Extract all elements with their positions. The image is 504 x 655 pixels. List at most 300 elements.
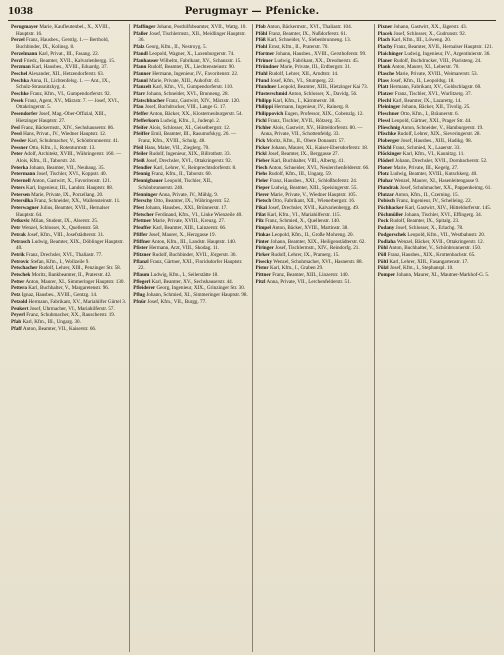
entry-surname: Pilz	[255, 218, 264, 225]
entry-details: Karl, Beamter, XIII., Lainzerstr. 66.	[152, 225, 227, 232]
directory-entry	[11, 51, 126, 58]
entry-surname: Pfalz	[133, 44, 145, 51]
directory-entry	[378, 131, 493, 138]
entry-details: Josef, Mag.-Ober-Offizial, XIII., Hietzinger Hauptstr. 27.	[16, 111, 107, 124]
directory-entry	[378, 98, 493, 105]
entry-surname: Pfitzner	[133, 251, 151, 258]
entry-surname: Pfendler	[133, 164, 153, 171]
directory-entry	[133, 171, 248, 178]
entry-details: Hans, Privat., IV., Wiedner Hauptstr. 12.	[23, 131, 107, 138]
entry-surname: Peterka	[11, 164, 29, 171]
directory-entry	[133, 299, 248, 306]
entry-surname: Pfanner	[133, 70, 151, 77]
entry-surname: Perugmayer	[11, 24, 39, 30]
entry-surname: Philipp	[255, 97, 272, 104]
entry-surname: Plass	[377, 77, 389, 84]
entry-details: Karl, Schneider, V., Siebenbrunneng. 13.	[267, 37, 351, 44]
entry-surname: Pick	[255, 137, 266, 144]
entry-details: Josef, Tischlermstr., XIV., Reindorfg. 21.	[275, 245, 360, 252]
entry-surname: Pfanhauser	[133, 57, 159, 64]
entry-surname: Plaichinger	[377, 50, 403, 57]
entry-details: Anton, Maurer, XI., Simmeringer Hauptstr. 130.	[25, 278, 125, 285]
directory-entry	[11, 285, 126, 292]
entry-details: Stefan, Kfm., I., Wollzeile 9.	[30, 258, 90, 265]
directory-entry	[256, 24, 371, 31]
entry-details: Georg, Ingenieur, XIX., Grinzinger Str. 30.	[156, 285, 246, 292]
entry-surname: Pfettner	[133, 218, 152, 225]
entry-details: Anton, Gastwirt, X., Favoritenstr. 121.	[31, 178, 112, 185]
directory-entry	[378, 37, 493, 44]
entry-details: Marie, Private, XIII., Auhofstr. 41.	[149, 77, 221, 84]
entry-surname: Pfau	[133, 104, 144, 111]
entry-details: Wenzel, Bäcker, XVII., Ottakringerstr. 12.	[396, 238, 484, 245]
entry-details: Marie, Kaufleutenbel., X., XVIII., Hauptstr. 16.	[16, 24, 110, 37]
entry-details: Karl, Hausbes., XVIII., Eduardg. 37.	[32, 64, 108, 71]
entry-details: Ignaz, Hausbes., XVIII., Gentzg. 14.	[21, 292, 98, 299]
directory-entry	[133, 111, 248, 118]
directory-entry	[256, 58, 371, 65]
directory-entry	[133, 51, 248, 58]
entry-details: Josef, Schlosser, X., Gudrunstr. 92.	[393, 30, 466, 37]
entry-details: Karl, Kfm., I., Kärntnerstr. 38.	[272, 97, 336, 104]
entry-surname: Petter	[11, 278, 25, 285]
entry-surname: Pölzl	[377, 265, 389, 272]
entry-surname: Perzman	[11, 64, 31, 71]
directory-entry	[378, 138, 493, 145]
entry-details: Karl, Kfm., I., Graben 29.	[269, 265, 324, 272]
directory-entry	[378, 24, 493, 31]
entry-details: Marie, Private, III., Erdbergstr. 31.	[279, 64, 352, 71]
entry-surname: Peter	[11, 151, 23, 158]
entry-surname: Pföß	[255, 37, 266, 44]
directory-entry	[378, 185, 493, 192]
directory-column-4	[374, 24, 496, 652]
entry-details: Alexander, XII., Hetzendorferstr. 63.	[28, 70, 105, 77]
directory-entry	[133, 232, 248, 239]
entry-details: Emil, Beamter, III., Rasumofskyg. 26. — Franz, Kfm., XVIII., Schulg. 48.	[138, 131, 237, 144]
entry-surname: Pfeiffer	[133, 131, 150, 138]
entry-details: Karl, Beamter, XV., Sechshauserstr. 44.	[151, 278, 234, 285]
entry-details: Franz, Kfm., II., Taborstr. 60.	[151, 171, 212, 178]
entry-details: Josef, Schuhmacher, XX., Pappenheimg. 61.	[399, 184, 492, 191]
entry-surname: Pöchhacker	[377, 204, 404, 211]
entry-details: Franz, Hausbes., XXI., Schloßhoferstr. 24.	[269, 178, 358, 185]
entry-surname: Pöhl	[377, 245, 388, 252]
directory-entry	[133, 44, 248, 51]
directory-entry	[133, 131, 248, 144]
directory-entry	[256, 118, 371, 125]
entry-details: Karl, Beamter, IX., Lazarettg. 14.	[392, 97, 462, 104]
entry-details: Karl, Schuhmacher, V., Schönbrunnerstr. 41.	[27, 137, 120, 144]
directory-entry	[11, 125, 126, 132]
entry-details: Josef, Drechsler, XVI., Ottakringerstr. 92.	[145, 158, 232, 165]
directory-entry	[133, 198, 248, 205]
entry-surname: Perzl	[11, 57, 23, 64]
entry-surname: Pfab	[11, 318, 22, 325]
entry-surname: Plank	[377, 64, 391, 71]
entry-surname: Picker	[255, 144, 270, 151]
entry-surname: Plöderl	[377, 158, 394, 165]
entry-surname: Pflanzl	[133, 258, 149, 265]
entry-surname: Plotz	[377, 171, 389, 178]
directory-entry	[11, 98, 126, 111]
entry-details: Leopold, Kfm., VII., Westbahnstr. 20.	[407, 231, 486, 238]
directory-entry	[256, 151, 371, 158]
entry-surname: Petzold	[11, 298, 28, 305]
entry-surname: Pichl	[255, 117, 267, 124]
page-number: 1038	[8, 7, 34, 17]
directory-entry	[378, 51, 493, 58]
directory-entry	[378, 198, 493, 205]
directory-entry	[256, 205, 371, 212]
entry-surname: Pfundner	[255, 84, 277, 91]
entry-details: Georg, Kfm., II., Nestroyg. 5.	[145, 44, 207, 51]
entry-details: Ludwig, Beamter, XIII., Speisingerstr. 55.	[271, 184, 358, 191]
entry-details: Rudolf, Beamter, IX., Spitalg. 23.	[389, 218, 460, 225]
entry-details: Franz, Schmied, X., Quellenstr. 140.	[265, 218, 341, 225]
entry-surname: Pfest	[133, 204, 145, 211]
entry-surname: Pluhar	[377, 178, 393, 185]
entry-surname: Podgorschek	[377, 231, 407, 238]
entry-surname: Philippovich	[255, 111, 284, 118]
entry-surname: Pfeiß	[133, 158, 145, 165]
entry-details: Julius, Beamter, XVII., Hernalser Hauptstr. 64.	[16, 204, 110, 218]
entry-surname: Pfeuffer	[133, 225, 152, 232]
directory-entry	[133, 218, 248, 225]
entry-surname: Pfuhl	[255, 70, 268, 77]
entry-details: Josef, Uhrmacher, VI., Mariahilferstr. 57.	[29, 305, 115, 312]
directory-entry	[11, 198, 126, 205]
entry-surname: Pfund	[255, 77, 269, 84]
entry-surname: Pfaffinger	[133, 24, 156, 30]
directory-entry	[256, 158, 371, 165]
entry-surname: Pomper	[377, 272, 396, 279]
directory-entry	[256, 232, 371, 239]
directory-entry	[378, 171, 493, 178]
entry-surname: Peukert	[11, 305, 29, 312]
entry-surname: Pirker	[255, 251, 270, 258]
entry-surname: Pflaum	[133, 272, 150, 279]
directory-columns	[8, 24, 496, 652]
entry-details: Alois, Schlosser, XI., Geiselbergstr. 12.	[149, 124, 231, 131]
directory-entry	[133, 212, 248, 219]
entry-details: Franz, Gastwirt, XIV., Märzstr. 120.	[165, 97, 241, 104]
entry-details: Hermann, Fabrikant, XV., Goldschlagstr. 60.	[389, 84, 482, 91]
directory-entry	[378, 111, 493, 118]
entry-details: Franz, Beamter, XVII., Hernalser Hauptstr. 121.	[393, 44, 493, 51]
entry-surname: Pfortner	[255, 50, 275, 57]
entry-surname: Pichler	[255, 124, 272, 131]
entry-surname: Pfaller	[133, 30, 149, 37]
entry-surname: Pessner	[11, 144, 28, 151]
entry-details: Josef, Buchdrucker, VIII., Lange G. 17.	[144, 104, 227, 111]
entry-surname: Pfetscher	[133, 211, 154, 218]
directory-entry	[256, 98, 371, 105]
entry-surname: Pfenninger	[133, 191, 158, 198]
entry-surname: Pixner	[377, 24, 393, 30]
entry-details: Josef, Kfm., VIII., Josefstädterstr. 31.	[27, 231, 105, 238]
entry-surname: Plasche	[377, 70, 395, 77]
entry-details: Ludwig, Kfm., I., Judenpl. 2.	[160, 117, 221, 124]
directory-entry	[133, 239, 248, 246]
entry-details: Karl, Buchhalter, VIII., Albertg. 41.	[271, 158, 345, 165]
directory-entry	[378, 165, 493, 172]
entry-details: Franz, Tischler, XVI., Wurlitzerg. 37.	[394, 91, 472, 98]
entry-details: Otto, Kfm., I., Rotenturmstr. 13.	[29, 144, 96, 151]
directory-entry	[11, 91, 126, 98]
entry-surname: Pleininger	[377, 104, 401, 111]
directory-column-1	[8, 24, 129, 652]
entry-surname: Planer	[377, 57, 393, 64]
entry-surname: Pfatschbacher	[133, 97, 165, 104]
directory-entry	[133, 158, 248, 165]
entry-surname: Petrasch	[11, 238, 31, 245]
entry-details: Franz, Schneider, XX., Wallensteinstr. 11.	[34, 198, 121, 205]
entry-surname: Plutzar	[377, 191, 395, 198]
directory-entry	[11, 232, 126, 239]
entry-details: Franz, Bäckermstr., XIV., Sechshauserstr. 86.	[21, 124, 115, 131]
entry-surname: Perzel	[11, 37, 25, 44]
entry-details: Hans, Maler, VII., Zieglerg. 70.	[144, 144, 210, 151]
entry-details: Anton, Bäcker, XVIII., Martinstr. 38.	[271, 225, 349, 232]
entry-surname: Piech	[255, 164, 268, 171]
directory-entry	[256, 125, 371, 138]
entry-details: Anton, Beamter, VII., Kaiserstr. 66.	[22, 325, 97, 332]
entry-details: Leopold, Tischler, XII., Schönbrunnerstr. 240.	[138, 178, 213, 191]
directory-entry	[133, 71, 248, 78]
entry-details: Marie, Private, V., Wiedner Hauptstr. 105.	[270, 191, 357, 198]
entry-surname: Pessl	[11, 131, 22, 138]
entry-surname: Perzelmann	[11, 50, 38, 57]
directory-entry	[133, 225, 248, 232]
directory-entry	[11, 185, 126, 192]
directory-entry	[11, 205, 126, 218]
directory-entry	[133, 84, 248, 91]
entry-details: Rudolf, Lehrer, XIX., Sieveringerstr. 28.	[397, 131, 481, 138]
entry-details: Marie, Private, IX., Porzellang. 20.	[31, 191, 104, 198]
entry-details: Anton, Bäcker, XX., Klosterneuburgerstr. 54.	[149, 111, 243, 118]
directory-entry	[11, 64, 126, 71]
directory-entry	[256, 91, 371, 98]
entry-surname: Petschacher	[11, 265, 38, 272]
entry-surname: Pinter	[255, 238, 270, 245]
directory-entry	[133, 91, 248, 98]
entry-surname: Pikal	[255, 204, 267, 211]
entry-surname: Pfeffer	[133, 111, 149, 118]
entry-details: Josef, Schlosser, X., Erlachg. 78.	[395, 225, 464, 232]
entry-details: Ludwig, Kfm., I., Seilerstätte 18.	[150, 272, 219, 279]
entry-surname: Podany	[377, 225, 395, 232]
entry-surname: Pfennigbauer	[133, 178, 163, 185]
entry-surname: Plischke	[377, 131, 397, 138]
directory-entry	[11, 111, 126, 124]
directory-entry	[133, 272, 248, 279]
directory-entry	[256, 192, 371, 199]
entry-details: Franz, Beamter, XIII., Linzerstr. 140.	[272, 272, 349, 279]
entry-surname: Peschke	[11, 91, 29, 98]
entry-surname: Pfennig	[133, 171, 151, 178]
directory-entry	[378, 245, 493, 252]
entry-surname: Pierer	[255, 191, 270, 198]
entry-surname: Pfnür	[133, 298, 147, 305]
entry-surname: Piringer	[255, 245, 274, 252]
entry-details: Josef, Hausbes., XIII., Hadikg. 98.	[400, 137, 472, 144]
entry-surname: Pflug	[133, 292, 145, 299]
entry-details: Johann, Beamter, VII., Neubaug. 35.	[29, 164, 105, 171]
directory-entry	[256, 138, 371, 145]
entry-surname: Peters	[11, 184, 25, 191]
entry-details: Hermann, Arzt, VIII., Skodag. 11.	[149, 245, 220, 252]
directory-entry	[133, 178, 248, 191]
entry-details: Ernst, Kfm., II., Praterstr. 70.	[268, 44, 329, 51]
entry-details: Karl, Lehrer, XIII., Fasangartenstr. 17.	[389, 258, 469, 265]
entry-details: Franz, Gärtner, XXI., Floridsdorfer Hauptstr. 22.	[138, 258, 243, 272]
directory-entry	[256, 51, 371, 58]
entry-surname: Pfeiler	[133, 151, 148, 158]
entry-details: Franz, Drechsler, XVI., Thaliastr. 77.	[26, 251, 103, 258]
entry-surname: Pilat	[255, 211, 266, 218]
entry-details: Johann, Drechsler, XVII., Dornbacherstr. 52.	[395, 158, 488, 165]
entry-surname: Pfohl	[255, 44, 268, 51]
directory-entry	[133, 104, 248, 111]
entry-surname: Pesek	[11, 97, 24, 104]
entry-surname: Pfefferkorn	[133, 117, 159, 124]
directory-entry	[378, 91, 493, 98]
entry-surname: Plessl	[377, 117, 391, 124]
entry-surname: Pfleiderer	[133, 285, 156, 292]
directory-entry	[378, 58, 493, 65]
entry-surname: Pobisch	[377, 198, 395, 205]
entry-details: Franz, Ingenieur, IV., Schelleing. 22.	[396, 198, 472, 205]
entry-surname: Pfiffner	[133, 238, 151, 245]
entry-surname: Pisecky	[255, 258, 273, 265]
entry-details: Leopold, Wagner, X., Laxenburgerstr. 74.	[149, 50, 235, 57]
directory-entry	[11, 151, 126, 164]
entry-surname: Pitzl	[255, 278, 266, 285]
entry-details: Rudolf, Buchbinder, XVII., Jörgerstr. 36.	[152, 251, 237, 258]
entry-surname: Pföhl	[255, 30, 268, 37]
entry-surname: Petermann	[11, 171, 36, 178]
entry-details: Josef, Drechsler, XVII., Kalvarienbergg. 49.	[268, 204, 360, 211]
directory-entry	[133, 118, 248, 125]
directory-entry	[133, 285, 248, 292]
entry-details: Johann, Maurer, XI., Kaiser-Ebersdorferstr. 18.	[271, 144, 369, 151]
entry-surname: Pöll	[377, 251, 387, 258]
entry-surname: Plieschnig	[377, 124, 401, 131]
directory-entry	[11, 24, 126, 37]
directory-entry	[256, 178, 371, 185]
entry-details: Franz, Schuhmacher, XX., Rauscherstr. 19.	[26, 312, 116, 319]
entry-details: Josef, Maurer, X., Herzgasse 19.	[148, 231, 216, 238]
entry-details: Ferdinand, Kfm., VI., Linke Wienzeile 40.	[155, 211, 243, 218]
directory-entry	[378, 84, 493, 91]
entry-details: Adolf, Architekt, XVIII., Währingerstr. 160. — Alois, Kfm., II., Taborstr. 24.	[16, 151, 122, 165]
entry-surname: Pesl	[11, 124, 20, 131]
directory-entry	[11, 218, 126, 225]
entry-details: Josef, Kfm., I., Stephanspl. 10.	[389, 265, 454, 272]
entry-details: Leopold, Kfm., II., Große Mohreng. 20.	[271, 231, 354, 238]
entry-details: Otto, Beamter, IX., Währingerstr. 52.	[153, 198, 231, 205]
directory-entry	[11, 326, 126, 333]
entry-details: Johann, Posthilfsbeamter, XVII., Wattg. 10.	[156, 24, 247, 30]
directory-entry	[378, 78, 493, 85]
entry-surname: Placek	[377, 30, 393, 37]
entry-surname: Petrovic	[11, 258, 30, 265]
directory-entry	[378, 252, 493, 259]
entry-details: Rudolf, Buchdrucker, VIII., Piaristeng. 24.	[393, 57, 482, 64]
entry-details: Wenzel, Maurer, XI., Hasenleitengasse 9.	[394, 178, 480, 185]
directory-entry	[256, 218, 371, 225]
directory-entry	[378, 239, 493, 246]
entry-surname: Petschek	[11, 272, 31, 279]
entry-surname: Petr	[11, 225, 21, 232]
entry-surname: Pieber	[255, 158, 270, 165]
entry-details: Josef, Beamter, IX., Berggasse 27.	[267, 151, 339, 158]
entry-surname: Pfarr	[133, 91, 146, 98]
entry-surname: Pfründner	[255, 64, 279, 71]
entry-details: Johann, Schneider, XVI., Brunneng. 28.	[146, 91, 229, 98]
entry-surname: Pimpel	[255, 225, 271, 232]
entry-details: Anton, Kfm., II., Czerning. 15.	[395, 191, 459, 198]
entry-details: Johann, Gastwirt, XX., Jägerstr. 43.	[393, 24, 467, 30]
directory-entry	[11, 171, 126, 178]
entry-surname: Pfanzelt	[133, 84, 152, 91]
directory-entry	[256, 31, 371, 38]
entry-details: Leopold, Beamter, XIII., Hietzinger Kai 73.	[277, 84, 368, 91]
directory-entry	[378, 178, 493, 185]
directory-entry	[133, 292, 248, 299]
directory-entry	[11, 312, 126, 319]
entry-details: Franz, Kfm., VI., Gumpendorferstr. 92.	[30, 91, 111, 98]
entry-surname: Petkovic	[11, 218, 30, 225]
entry-details: Rudolf, Lehrer, XIII., Penzinger Str. 58.	[38, 265, 122, 272]
entry-details: Friedr., Beamter, XVII., Kalvarienbergg. 15.	[23, 57, 116, 64]
entry-details: Marie, Private, III., Kegelg. 27.	[393, 164, 459, 171]
entry-surname: Pesendorfer	[11, 111, 38, 118]
entry-details: Josef, Kfm., II., Leopoldsg. 18.	[390, 77, 455, 84]
entry-surname: Petrak	[11, 231, 26, 238]
directory-entry	[256, 78, 371, 85]
directory-entry	[133, 252, 248, 259]
entry-details: Anton, Schlosser, X., Davidg. 56.	[288, 91, 358, 98]
entry-surname: Pfandl	[133, 50, 148, 57]
directory-entry	[378, 205, 493, 212]
directory-entry	[11, 131, 126, 138]
entry-details: Hermann, Ingenieur, IV., Rainerg. 8.	[274, 104, 350, 111]
entry-surname: Podlaha	[377, 238, 396, 245]
entry-details: Rudolf, Lehrer, IX., Pramerg. 15.	[271, 251, 340, 258]
entry-surname: Pietsch	[255, 198, 272, 205]
directory-entry	[256, 84, 371, 91]
directory-entry	[256, 198, 371, 205]
entry-details: Anna, Private, IV., Mühlg. 9.	[158, 191, 219, 198]
entry-details: Ludwig, Beamter, XIX., Döblinger Hauptstr. 40.	[16, 238, 124, 252]
directory-entry	[11, 138, 126, 145]
entry-surname: Platt	[377, 84, 389, 91]
directory-entry	[256, 279, 371, 286]
entry-surname: Pinkas	[255, 231, 271, 238]
entry-details: Johann, Beamter, XIX., Heiligenstädterstr. 62.	[270, 238, 366, 245]
directory-entry	[11, 299, 126, 306]
directory-entry	[11, 37, 126, 50]
entry-surname: Peyerl	[11, 312, 25, 319]
directory-entry	[11, 279, 126, 286]
directory-entry	[11, 78, 126, 91]
entry-details: Otto, Fabrikant, XII., Wienerbergstr. 16.	[272, 198, 356, 205]
entry-details: Ludwig, Ingenieur, IV., Argentinierstr. 36.	[404, 50, 491, 57]
entry-details: Leopold, Gärtner, XXI., Prager Str. 44.	[391, 117, 472, 124]
entry-surname: Pfister	[133, 245, 148, 252]
